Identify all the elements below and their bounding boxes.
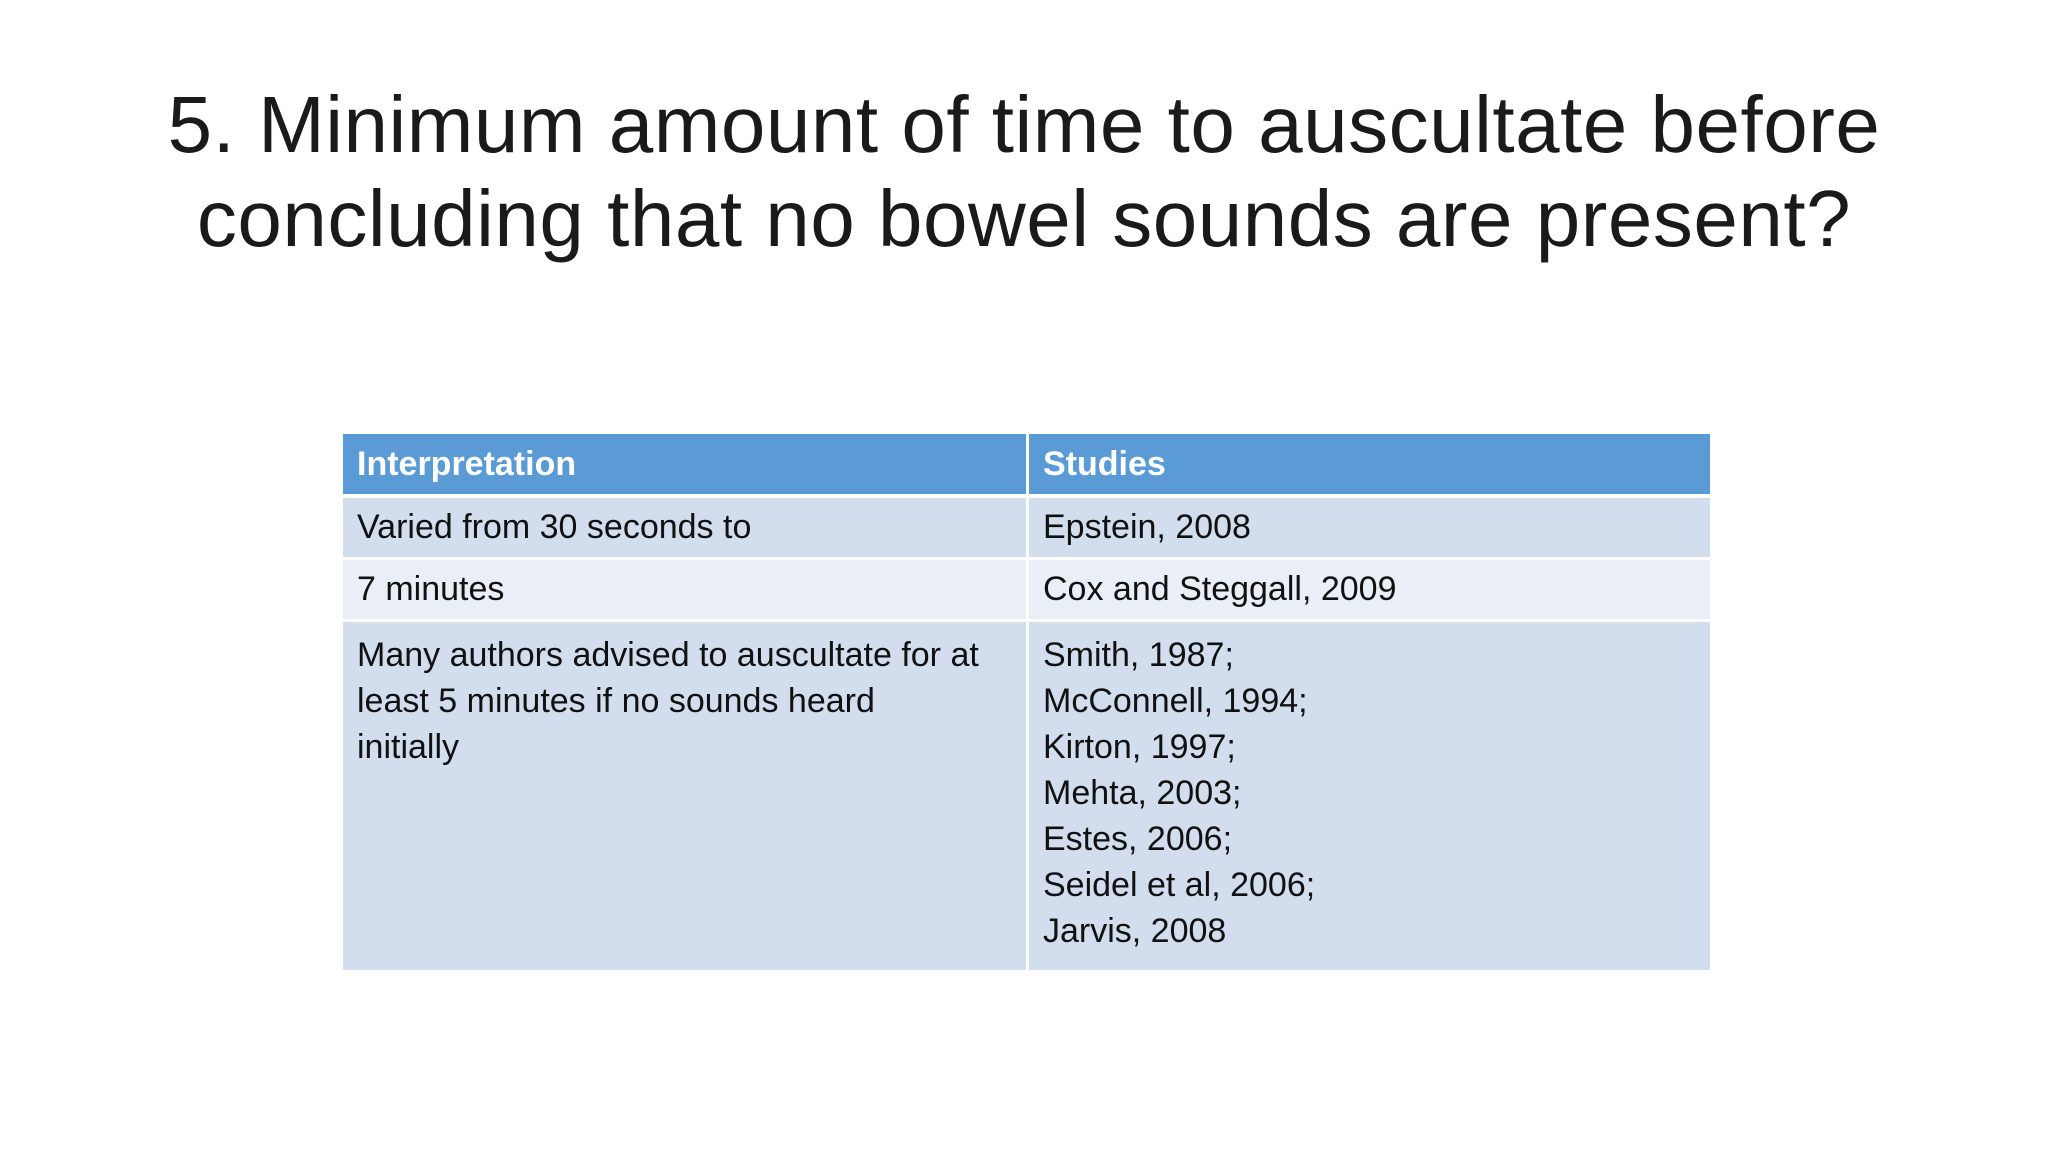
- study-citation: Smith, 1987;: [1043, 636, 1234, 674]
- studies-cell: [1026, 622, 1710, 970]
- header-interpretation: Interpretation: [343, 434, 1026, 498]
- study-citation: Estes, 2006;: [1043, 820, 1233, 858]
- cell-text: Varied from 30 seconds to: [357, 508, 752, 546]
- cell-text: 7 minutes: [357, 570, 505, 608]
- table-row: [343, 622, 1710, 970]
- study-citation: McConnell, 1994;: [1043, 682, 1308, 720]
- interpretation-cell: [343, 498, 1026, 560]
- slide-title: [150, 78, 1898, 266]
- header-studies: Studies: [1026, 434, 1710, 498]
- study-citation: Kirton, 1997;: [1043, 728, 1236, 766]
- studies-table: [343, 434, 1710, 970]
- table-row: [343, 560, 1710, 622]
- studies-cell: [1026, 498, 1710, 560]
- cell-text: Epstein, 2008: [1043, 508, 1251, 546]
- interpretation-cell: [343, 622, 1026, 970]
- study-citation: Seidel et al, 2006;: [1043, 866, 1316, 904]
- table-row: [343, 498, 1710, 560]
- title-line-1: 5. Minimum amount of time to auscultate before: [167, 80, 1881, 169]
- cell-text: least 5 minutes if no sounds heard: [357, 682, 875, 720]
- studies-cell: [1026, 560, 1710, 622]
- cell-text: initially: [357, 728, 460, 766]
- interpretation-cell: [343, 560, 1026, 622]
- table-header-row: [343, 434, 1710, 498]
- cell-text: Many authors advised to auscultate for at: [357, 636, 979, 674]
- cell-text: Cox and Steggall, 2009: [1043, 570, 1397, 608]
- study-citation: Mehta, 2003;: [1043, 774, 1242, 812]
- study-citation: Jarvis, 2008: [1043, 912, 1227, 950]
- title-line-2: concluding that no bowel sounds are present?: [196, 174, 1852, 263]
